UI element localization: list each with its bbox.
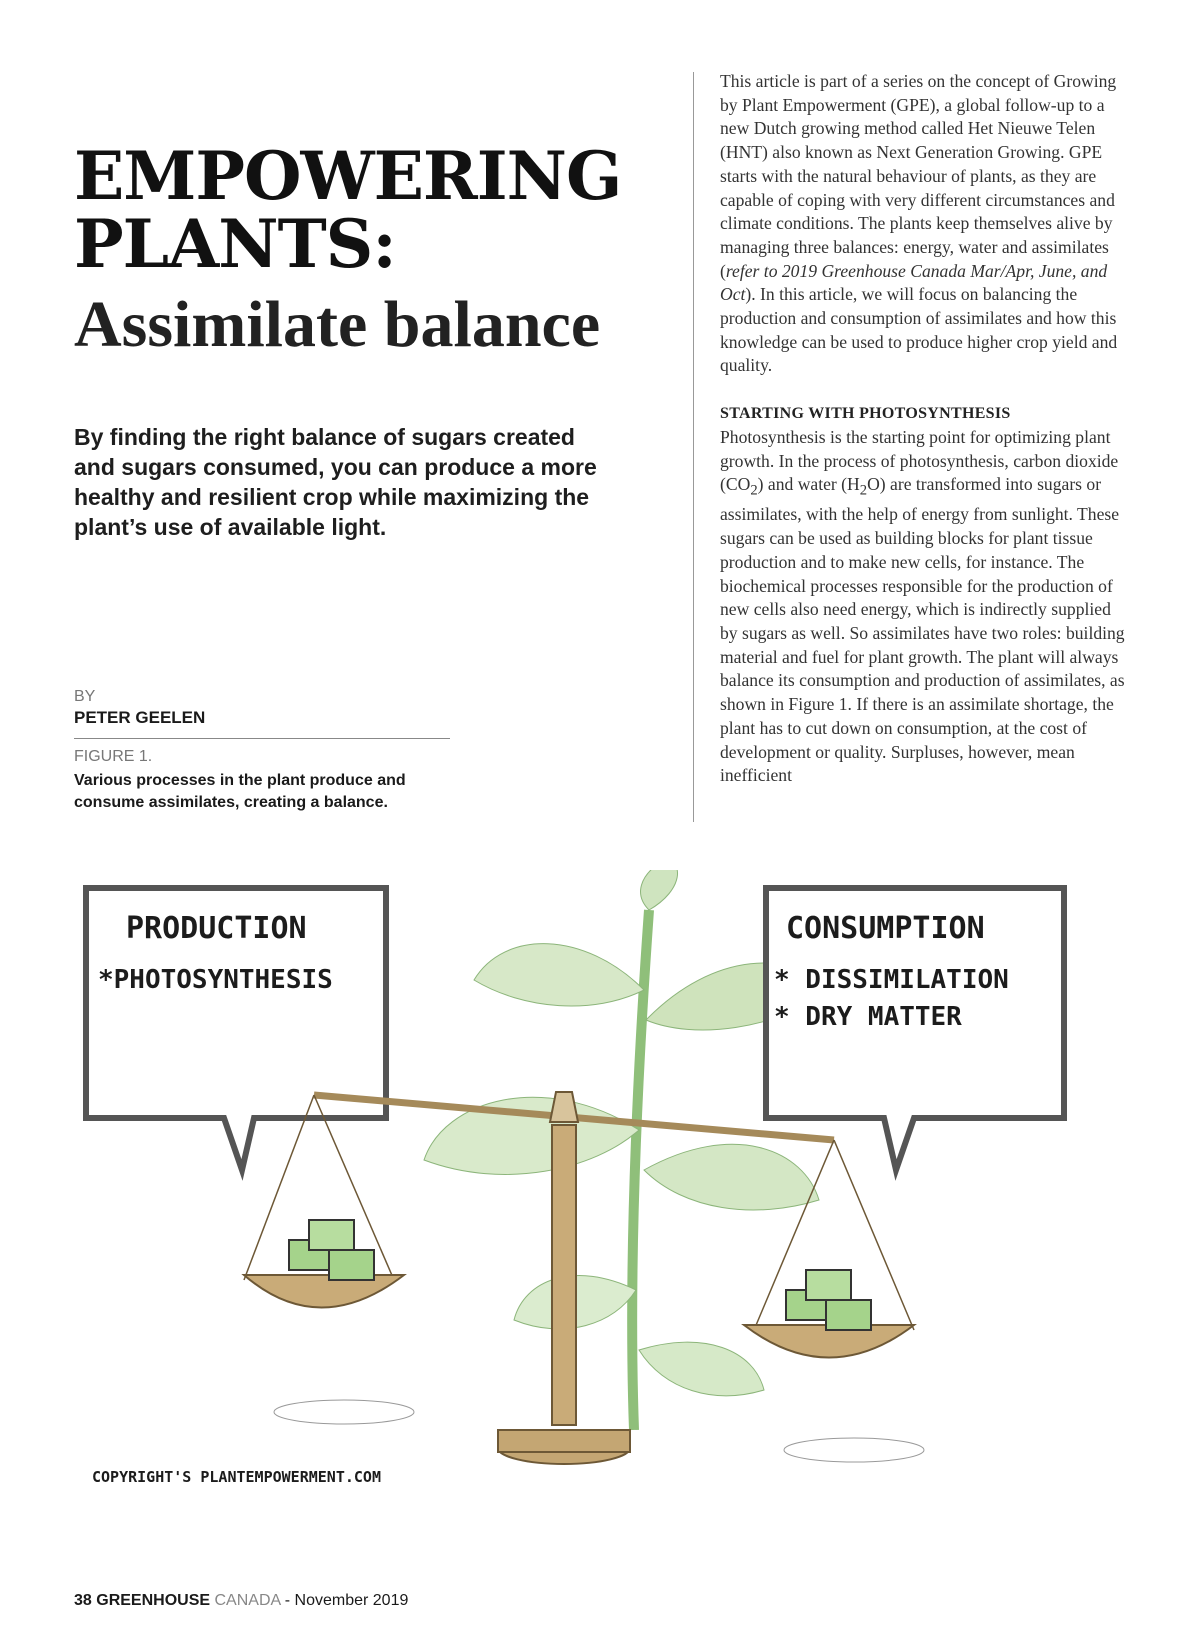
column-divider (693, 72, 694, 822)
consumption-title: CONSUMPTION (786, 911, 985, 946)
section-heading: STARTING WITH PHOTOSYNTHESIS (720, 405, 1011, 423)
article-subtitle: Assimilate balance (74, 288, 601, 361)
subscript: 2 (859, 482, 868, 499)
italic-reference: refer to 2019 Greenhouse Canada Mar/Apr, June, and Oct (720, 260, 1108, 305)
production-title: PRODUCTION (126, 911, 307, 946)
figure-caption: Various processes in the plant produce and consume assimilates, creating a balance. (74, 772, 406, 811)
title-line-1: EMPOWERING (74, 137, 622, 215)
byline-divider (74, 738, 450, 739)
figure-label: FIGURE 1. (74, 748, 153, 765)
production-box (86, 888, 386, 1170)
production-item: *PHOTOSYNTHESIS (98, 965, 333, 995)
paragraph-text: ) and water (H (757, 474, 860, 495)
author-name: PETER GEELEN (74, 708, 206, 727)
consumption-item-2: * DRY MATTER (774, 1002, 962, 1032)
paragraph-text: ). In this article, we will focus on balancing the production and consumption of assimilates and how this knowledge can be used to produce higher crop yield and quality. (720, 284, 1118, 376)
paragraph-text: O) are transformed into sugars or assimilates, with the help of energy from sunlight. These sugars can be used as building blocks for plant tissue production and to make new cells, for instance. The biochemical processes responsible for the production of new cells also need energy, which is indirectly supplied by sugars as well. So assimilates have two roles: building material and fuel for plant growth. The plant will always balance its consumption and production of assimilates, as shown in Figure 1. If there is an assimilate shortage, the plant has to cut down on consumption, at the cost of development or quality. Surpluses, however, mean inefficient (720, 474, 1125, 786)
page-footer (74, 1592, 408, 1610)
byline-label: BY (74, 688, 96, 705)
figure-illustration (74, 870, 1134, 1520)
consumption-item-1: * DISSIMILATION (774, 965, 1009, 995)
article-paragraph (720, 426, 1130, 788)
article-body (720, 70, 1130, 788)
consumption-box (766, 888, 1064, 1170)
page-number: 38 (74, 1592, 92, 1609)
copyright-note: COPYRIGHT'S PLANTEMPOWERMENT.COM (92, 1468, 381, 1486)
article-paragraph (720, 70, 1130, 378)
article-deck: By finding the right balance of sugars created and sugars consumed, you can produce a more healthy and resilient crop while maximizing the plant’s use of available light. (74, 424, 597, 540)
paragraph-text: Photosynthesis is the starting point for optimizing plant growth. In the process of photosynthesis, carbon dioxide (CO (720, 426, 1119, 495)
publication-region: CANADA (214, 1592, 281, 1609)
publication-name: GREENHOUSE (96, 1592, 211, 1609)
subscript: 2 (750, 482, 758, 499)
article-title (74, 137, 674, 283)
balance-scale-illustration (74, 870, 1134, 1520)
issue-date: - November 2019 (284, 1592, 409, 1609)
title-line-2: PLANTS: (74, 205, 396, 283)
paragraph-text: This article is part of a series on the concept of Growing by Plant Empowerment (GPE), a global follow-up to a new Dutch growing method called Het Nieuwe Telen (HNT) also known as Next Generation Growing. GPE starts with the natural behaviour of plants, as they are capable of coping with very different circumstances and climate conditions. The plants keep themselves alive by managing three balances: energy, water and assimilates ( (720, 71, 1117, 281)
